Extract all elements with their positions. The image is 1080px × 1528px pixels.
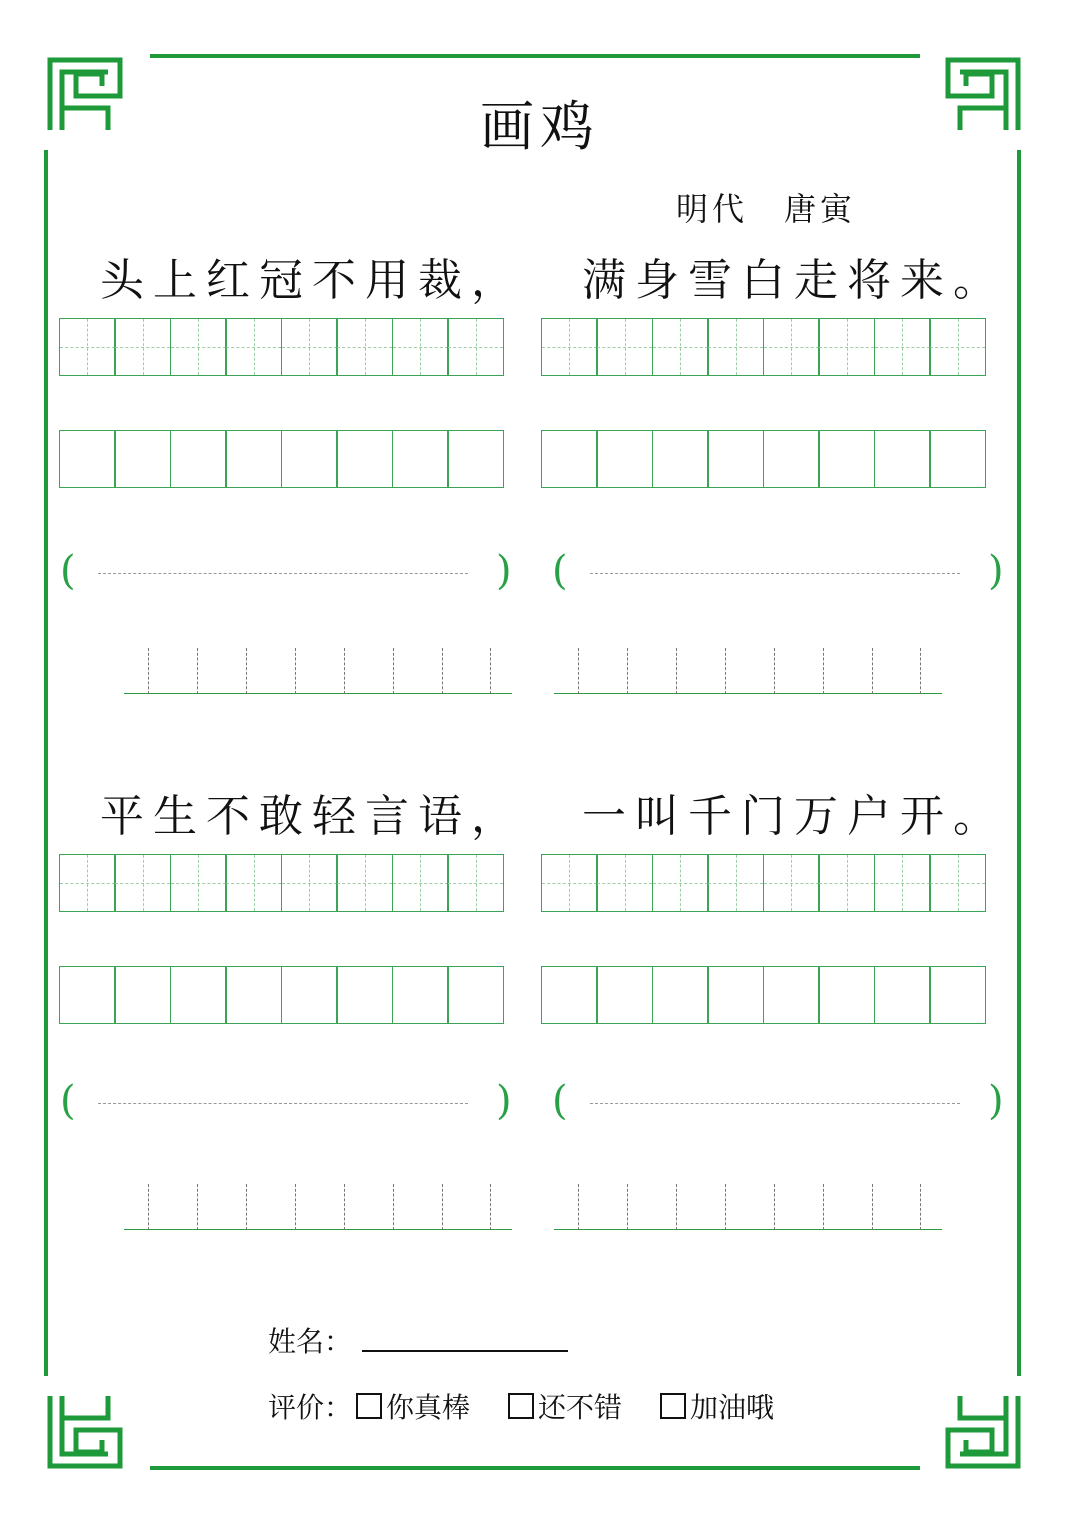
- square-grid-row[interactable]: [60, 966, 504, 1024]
- paren-open: (: [552, 548, 568, 594]
- poem-line-4: 一叫千门万户开。: [582, 791, 1006, 842]
- answer-dotted-line[interactable]: [98, 1103, 468, 1104]
- stroke-practice-line[interactable]: [554, 1180, 942, 1230]
- stroke-practice-line[interactable]: [124, 644, 512, 694]
- paren-close: ): [988, 548, 1004, 594]
- frame-bottom-line: [150, 1466, 920, 1470]
- tian-grid-row[interactable]: [542, 318, 986, 376]
- chinese-fret-corner-icon: [46, 1396, 124, 1470]
- frame-top-line: [150, 54, 920, 58]
- paren-open: (: [552, 1078, 568, 1124]
- square-grid-row[interactable]: [60, 430, 504, 488]
- poem-title: 画鸡: [480, 95, 600, 158]
- answer-dotted-line[interactable]: [590, 573, 960, 574]
- eval-option-keep-going[interactable]: [660, 1386, 774, 1426]
- stroke-practice-line[interactable]: [124, 1180, 512, 1230]
- eval-option-great[interactable]: [356, 1386, 470, 1426]
- poem-line-3: 平生不敢轻言语，: [100, 791, 524, 842]
- name-input-line[interactable]: [362, 1350, 568, 1352]
- frame-right-line: [1017, 150, 1021, 1376]
- paren-close: ): [496, 548, 512, 594]
- eval-label: 评价：: [268, 1391, 353, 1424]
- paren-open: (: [60, 548, 76, 594]
- square-grid-row[interactable]: [542, 966, 986, 1024]
- stroke-practice-line[interactable]: [554, 644, 942, 694]
- frame-left-line: [44, 150, 48, 1376]
- checkbox-icon[interactable]: [660, 1393, 686, 1419]
- name-label: 姓名：: [268, 1325, 353, 1358]
- square-grid-row[interactable]: [542, 430, 986, 488]
- eval-option-label: 你真棒: [386, 1391, 471, 1424]
- author-name: 唐寅: [784, 190, 857, 228]
- tian-grid-row[interactable]: [60, 318, 504, 376]
- paren-open: (: [60, 1078, 76, 1124]
- paren-close: ): [988, 1078, 1004, 1124]
- chinese-fret-corner-icon: [944, 1396, 1022, 1470]
- tian-grid-row[interactable]: [60, 854, 504, 912]
- evaluation-row: [268, 1386, 812, 1426]
- poem-line-1: 头上红冠不用裁，: [100, 255, 524, 306]
- eval-option-label: 加油哦: [690, 1391, 775, 1424]
- checkbox-icon[interactable]: [356, 1393, 382, 1419]
- eval-option-good[interactable]: [508, 1386, 622, 1426]
- answer-dotted-line[interactable]: [98, 573, 468, 574]
- answer-dotted-line[interactable]: [590, 1103, 960, 1104]
- eval-option-label: 还不错: [538, 1391, 623, 1424]
- poem-author: [676, 184, 856, 230]
- tian-grid-row[interactable]: [542, 854, 986, 912]
- checkbox-icon[interactable]: [508, 1393, 534, 1419]
- paren-close: ): [496, 1078, 512, 1124]
- poem-line-2: 满身雪白走将来。: [582, 255, 1006, 306]
- dynasty: 明代: [676, 190, 749, 228]
